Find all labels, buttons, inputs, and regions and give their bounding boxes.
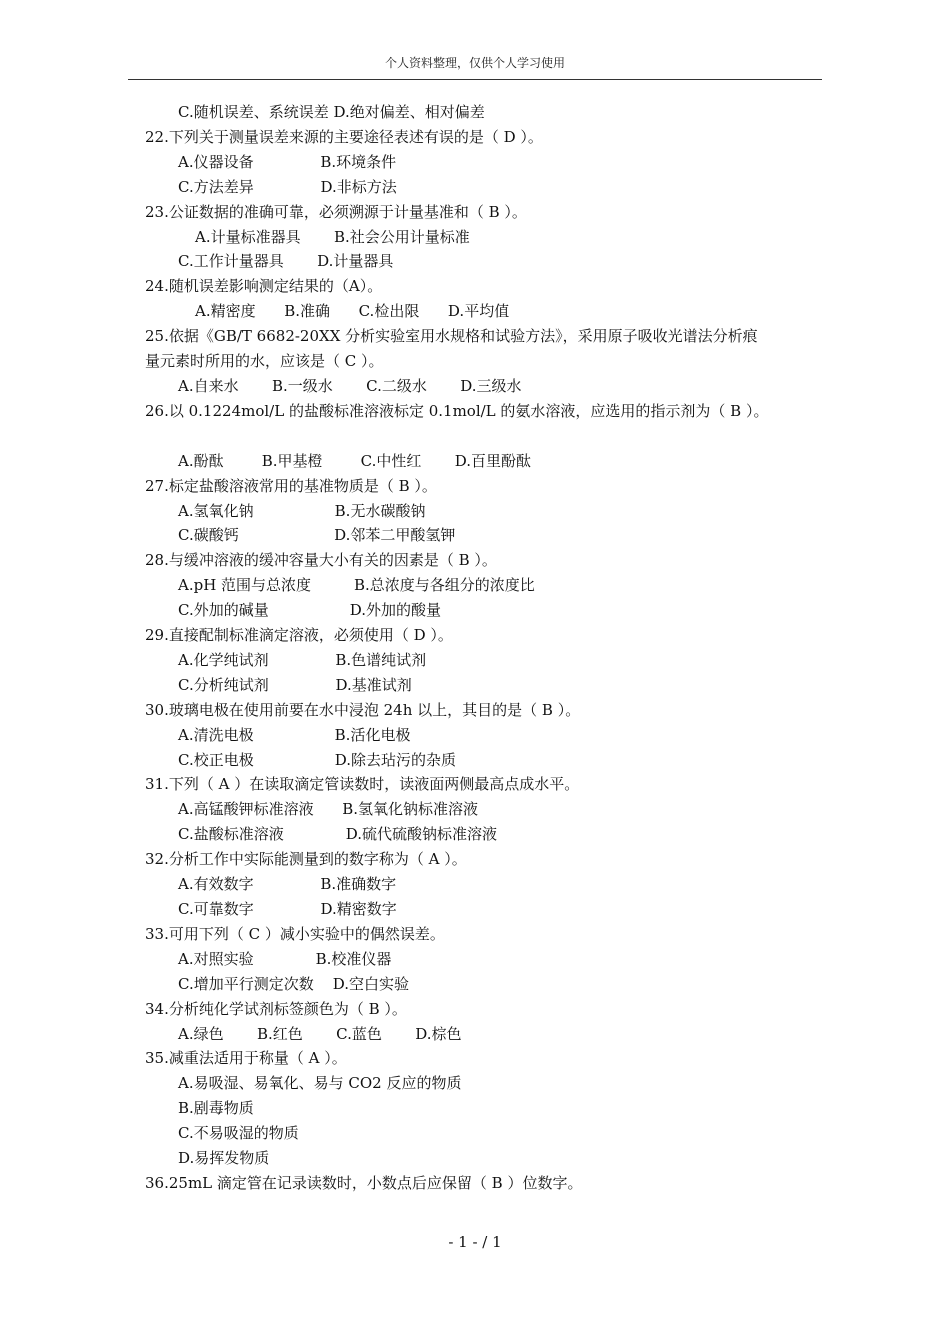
question-line: 24.随机误差影响测定结果的（A）。 (145, 277, 383, 296)
option-line: A.pH 范围与总浓度 B.总浓度与各组分的浓度比 (178, 576, 535, 595)
question-line: 23.公证数据的准确可靠，必须溯源于计量基准和（ B ）。 (145, 202, 527, 221)
option-line: C.外加的碱量 D.外加的酸量 (178, 601, 442, 620)
option-line: A.仪器设备 B.环境条件 (178, 152, 397, 171)
question-line: 27.标定盐酸溶液常用的基准物质是（ B ）。 (145, 476, 437, 495)
question-line: 28.与缓冲溶液的缓冲容量大小有关的因素是（ B ）。 (145, 551, 497, 570)
option-line: C.校正电极 D.除去玷污的杂质 (178, 750, 457, 769)
option-line: C.随机误差、系统误差 D.绝对偏差、相对偏差 (178, 103, 485, 121)
option-line: C.不易吸湿的物质 (178, 1124, 299, 1143)
option-line: A.计量标准器具 B.社会公用计量标准 (195, 227, 470, 246)
option-line: A.易吸湿、易氧化、易与 CO2 反应的物质 (178, 1074, 462, 1093)
question-line: 34.分析纯化学试剂标签颜色为（ B ）。 (145, 999, 407, 1018)
option-line: A.自来水 B.一级水 C.二级水 D.三级水 (178, 376, 522, 395)
header-divider (128, 79, 822, 80)
option-line: C.增加平行测定次数 D.空白实验 (178, 974, 410, 993)
option-line: C.可靠数字 D.精密数字 (178, 900, 397, 918)
option-line: A.有效数字 B.准确数字 (178, 875, 397, 894)
option-line: A.酚酞 B.甲基橙 C.中性红 D.百里酚酞 (178, 451, 532, 470)
question-line: 33.可用下列（ C ）减小实验中的偶然误差。 (145, 924, 445, 943)
question-line: 36.25mL 滴定管在记录读数时，小数点后应保留（ B ）位数字。 (145, 1173, 583, 1192)
question-line: 25.依据《GB/T 6682-20XX 分析实验室用水规格和试验方法》，采用原子吸收光谱法分析痕 (145, 327, 758, 346)
question-list (145, 100, 825, 1196)
option-line: D.易挥发物质 (178, 1149, 270, 1168)
page-number: - 1 - / 1 (448, 1233, 502, 1251)
question-line: 32.分析工作中实际能测量到的数字称为（ A ）。 (145, 850, 467, 869)
question-line: 30.玻璃电极在使用前要在水中浸泡 24h 以上，其目的是（ B ）。 (145, 700, 581, 719)
option-line: B.剧毒物质 (178, 1099, 254, 1118)
option-line: A.化学纯试剂 B.色谱纯试剂 (178, 650, 427, 669)
option-line: A.精密度 B.准确 C.检出限 D.平均值 (195, 302, 510, 321)
option-line: A.高锰酸钾标准溶液 B.氢氧化钠标准溶液 (178, 800, 479, 819)
option-line: A.氢氧化钠 B.无水碳酸钠 (178, 501, 426, 520)
question-line: 29.直接配制标准滴定溶液，必须使用（ D ）。 (145, 626, 453, 645)
question-line: 量元素时所用的水，应该是（ C ）。 (145, 352, 384, 371)
question-line: 31.下列（ A ）在读取滴定管读数时，读液面两侧最高点成水平。 (145, 775, 580, 794)
option-line: C.盐酸标准溶液 D.硫代硫酸钠标准溶液 (178, 825, 497, 844)
question-line: 35.减重法适用于称量（ A ）。 (145, 1049, 347, 1068)
page-header: 个人资料整理，仅供个人学习使用 (384, 56, 565, 70)
option-line: A.清洗电极 B.活化电极 (178, 725, 411, 744)
option-line: C.工作计量器具 D.计量器具 (178, 252, 394, 271)
option-line: C.分析纯试剂 D.基准试剂 (178, 675, 412, 694)
blank-line (145, 424, 825, 449)
option-line: A.绿色 B.红色 C.蓝色 D.棕色 (178, 1024, 462, 1043)
question-line: 22.下列关于测量误差来源的主要途径表述有误的是（ D ）。 (145, 127, 543, 146)
option-line: C.方法差异 D.非标方法 (178, 177, 397, 196)
option-line: C.碳酸钙 D.邻苯二甲酸氢钾 (178, 526, 456, 545)
option-line: A.对照实验 B.校准仪器 (178, 949, 392, 968)
question-line: 26.以 0.1224mol/L 的盐酸标准溶液标定 0.1mol/L 的氨水溶液，应选用的指示剂为（ B ）。 (145, 401, 769, 420)
